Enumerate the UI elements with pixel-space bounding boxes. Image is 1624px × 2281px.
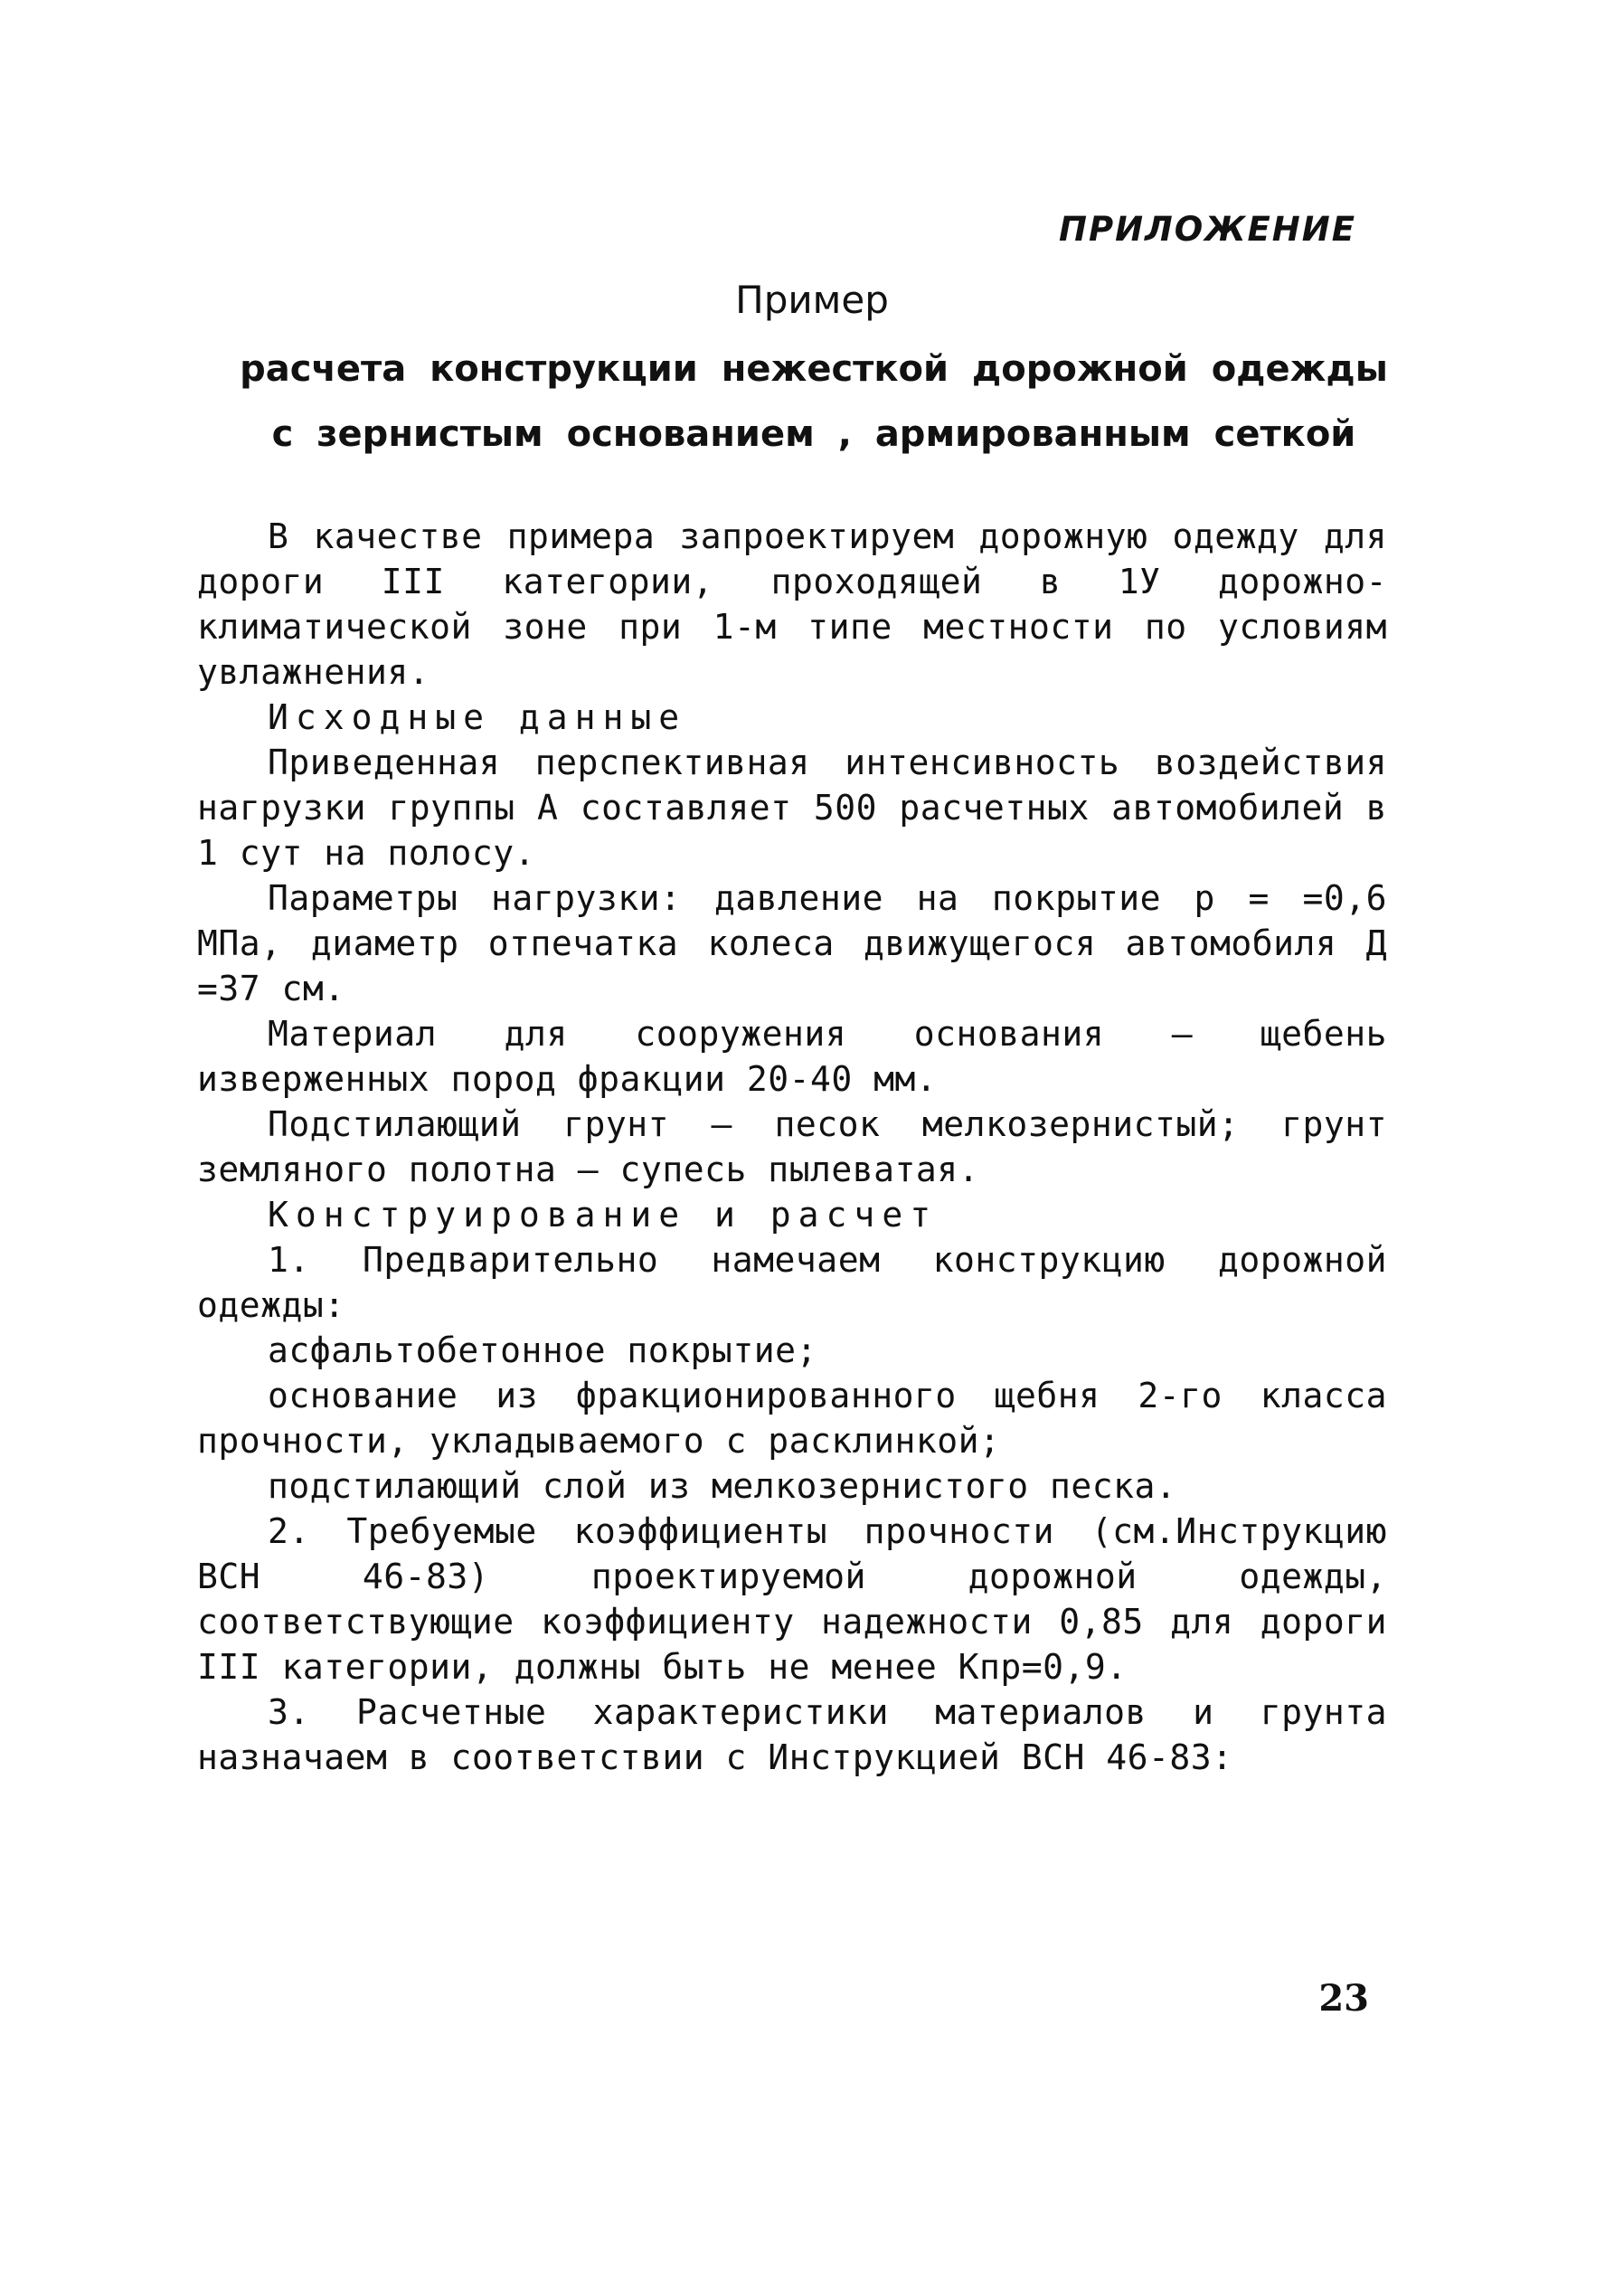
list-item-1-c: подстилающий слой из мелкозернистого песка. xyxy=(268,1466,1177,1506)
intro-paragraph: В качестве примера запроектируем дорожную одежду для дороги III категории, проходящей в 1У дорожно-климатической зоне при 1-м типе местности по условиям увлажнения. xyxy=(197,516,1387,692)
paragraph-soil: Подстилающий грунт – песок мелкозернистый; грунт земляного полотна – супесь пылеватая. xyxy=(197,1104,1387,1189)
paragraph-traffic: Приведенная перспективная интенсивность воздействия нагрузки группы А составляет 500 расчетных автомобилей в 1 сут на полосу. xyxy=(197,743,1387,873)
document-body xyxy=(197,514,1387,1780)
page-subtitle xyxy=(217,336,1411,467)
subtitle-line: расчета конструкции нежесткой дорожной одежды xyxy=(240,348,1388,390)
appendix-label: ПРИЛОЖЕНИЕ xyxy=(1058,210,1356,249)
list-item-3: 3. Расчетные характеристики материалов и грунта назначаем в соответствии с Инструкцией ВСН 46-83: xyxy=(197,1692,1387,1777)
list-item-1-a: асфальтобетонное покрытие; xyxy=(268,1330,817,1370)
paragraph-base-material: Материал для сооружения основания – щебень изверженных пород фракции 20-40 мм. xyxy=(197,1014,1387,1099)
section-heading-input-data: Исходные данные xyxy=(268,697,687,737)
list-item-1: 1. Предварительно намечаем конструкцию дорожной одежды: xyxy=(197,1240,1387,1325)
paragraph-load: Параметры нагрузки: давление на покрытие р = =0,6 МПа, диаметр отпечатка колеса движущегося автомобиля Д =37 см. xyxy=(197,878,1387,1008)
page-title: Пример xyxy=(735,278,889,322)
list-item-2: 2. Требуемые коэффициенты прочности (см.Инструкцию ВСН 46-83) проектируемой дорожной одежды, соответствующие коэффициенту надежности 0,85 для дороги III категории, должны быть не менее Кпр=0,9. xyxy=(197,1511,1387,1687)
list-item-1-b: основание из фракционированного щебня 2-го класса прочности, укладываемого с расклинкой; xyxy=(197,1376,1387,1461)
subtitle-line: с зернистым основанием , армированным сеткой xyxy=(271,413,1356,455)
section-heading-design: Конструирование и расчет xyxy=(268,1195,939,1235)
page-number: 23 xyxy=(1318,1977,1369,2020)
